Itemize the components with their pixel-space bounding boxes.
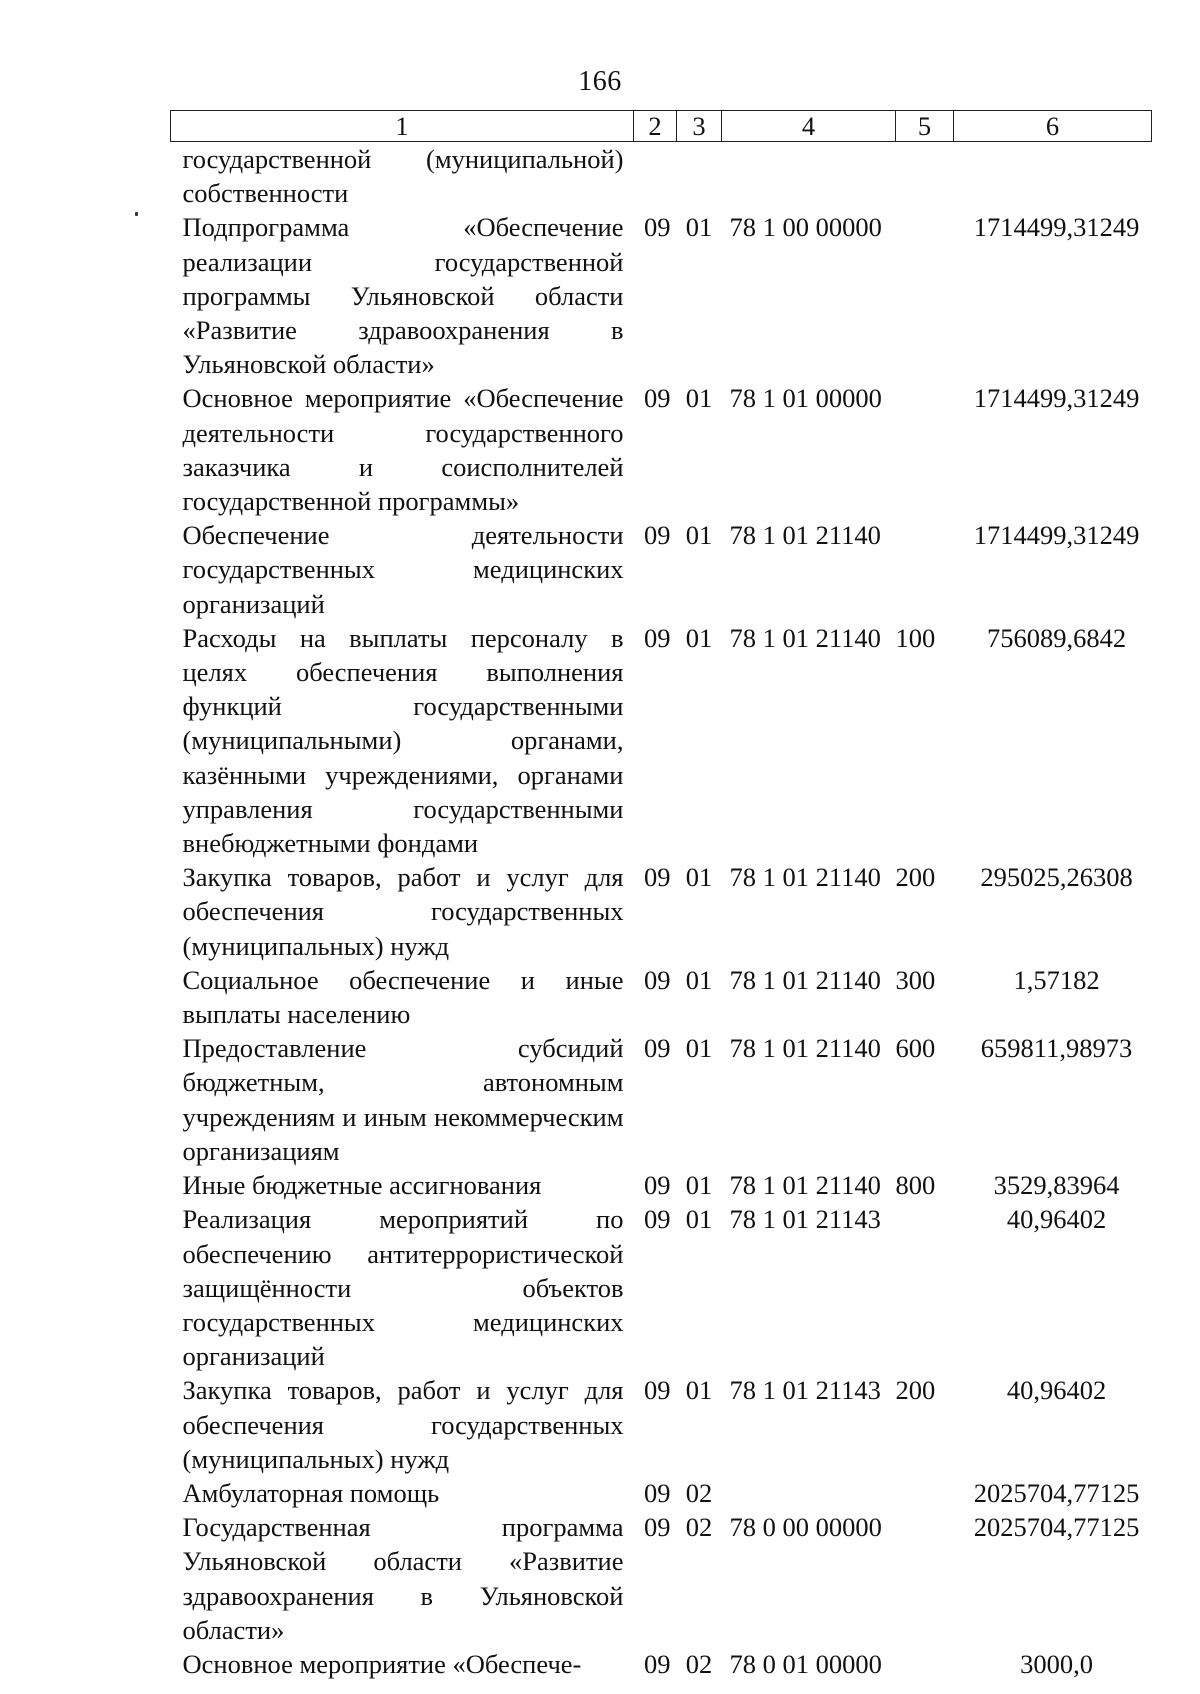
row-name: Иные бюджетные ассигнования [182, 1170, 542, 1201]
row-name: Основное мероприятие «Обеспечение деятельности государственного заказчика и соисполнителей государственной программы» [182, 383, 624, 517]
header-col-4: 4 [722, 111, 896, 142]
row-amount: 2025704,77125 [973, 1512, 1140, 1543]
row-section: 09 [644, 622, 671, 653]
row-expense-type [896, 1202, 954, 1373]
row-subsection: 01 [685, 964, 713, 995]
row-amount: 3000,0 [1020, 1648, 1093, 1679]
row-name: Расходы на выплаты персоналу в целях обеспечения выполнения функций государственными (муниципальными) органами, казёнными учреждениями, органами управления государственными внебюджетными фондами [182, 622, 624, 859]
row-target-article: 78 1 01 21143 [729, 1204, 881, 1235]
row-subsection [677, 142, 722, 211]
row-target-article: 78 0 00 00000 [729, 1512, 882, 1543]
row-name: Государственная программа Ульяновской области «Развитие здравоохранения в Ульяновской области» [182, 1512, 624, 1645]
row-name: Основное мероприятие «Обеспече- [182, 1648, 582, 1679]
row-name: Амбулаторная помощь [182, 1477, 440, 1508]
row-section: 09 [644, 212, 671, 243]
row-expense-type: 200 [895, 1375, 936, 1406]
row-subsection: 01 [685, 1204, 713, 1235]
row-subsection: 01 [685, 520, 713, 551]
row-section [634, 142, 677, 211]
table-row [171, 621, 1152, 860]
header-col-5: 5 [896, 111, 954, 142]
row-name: Подпрограмма «Обеспечение реализации государственной программы Ульяновской области «Развитие здравоохранения в Ульяновской области» [182, 212, 624, 380]
row-amount: 40,96402 [1006, 1204, 1107, 1235]
row-amount: 1714499,31249 [973, 212, 1140, 243]
row-expense-type: 800 [895, 1170, 936, 1201]
row-amount: 295025,26308 [980, 862, 1133, 893]
row-subsection: 01 [685, 1170, 713, 1201]
row-target-article: 78 1 01 21140 [729, 520, 881, 551]
row-name: Закупка товаров, работ и услуг для обеспечения государственных (муниципальных) нужд [182, 1375, 624, 1474]
row-name: Социальное обеспечение и иные выплаты населению [182, 964, 624, 1030]
table-row [171, 381, 1152, 518]
scan-speck [135, 212, 138, 216]
row-section: 09 [644, 1375, 671, 1406]
table-header-row [171, 111, 1152, 142]
row-subsection: 01 [685, 622, 713, 653]
row-subsection: 01 [685, 212, 713, 243]
row-name: Предоставление субсидий бюджетным, автономным учреждениям и иным некоммерческим организациям [182, 1033, 624, 1166]
table-row [171, 1476, 1152, 1510]
row-amount: 756089,6842 [986, 622, 1127, 653]
row-expense-type [896, 381, 954, 518]
table-row [171, 860, 1152, 963]
table-row [171, 963, 1152, 1031]
table-row [171, 210, 1152, 381]
row-subsection: 02 [685, 1648, 713, 1679]
header-col-1: 1 [171, 111, 634, 142]
row-expense-type [896, 142, 954, 211]
page-number: 166 [578, 66, 622, 97]
row-amount: 659811,98973 [980, 1033, 1133, 1064]
header-col-6: 6 [954, 111, 1152, 142]
row-target-article: 78 1 00 00000 [729, 212, 882, 243]
row-expense-type [896, 210, 954, 381]
row-target-article: 78 0 01 00000 [729, 1648, 882, 1679]
row-target-article: 78 1 01 21140 [729, 862, 881, 893]
table-row [171, 142, 1152, 211]
table-row [171, 518, 1152, 621]
row-target-article: 78 1 01 21140 [729, 964, 881, 995]
row-subsection: 01 [685, 1033, 713, 1064]
row-subsection: 01 [685, 1375, 713, 1406]
row-expense-type: 300 [895, 964, 936, 995]
row-target-article [722, 142, 896, 211]
row-section: 09 [644, 1170, 671, 1201]
row-amount: 2025704,77125 [973, 1477, 1140, 1508]
row-name: Обеспечение деятельности государственных медицинских организаций [182, 520, 624, 619]
row-section: 09 [644, 1648, 671, 1679]
row-name: Закупка товаров, работ и услуг для обеспечения государственных (муниципальных) нужд [182, 862, 624, 961]
table-row [171, 1647, 1152, 1681]
row-target-article [722, 1476, 896, 1510]
budget-table [170, 110, 1152, 1681]
row-section: 09 [644, 1204, 671, 1235]
row-section: 09 [644, 1477, 671, 1508]
row-target-article: 78 1 01 21140 [729, 1033, 881, 1064]
row-section: 09 [644, 383, 671, 414]
row-subsection: 02 [685, 1477, 713, 1508]
row-expense-type: 600 [895, 1033, 936, 1064]
row-section: 09 [644, 1512, 671, 1543]
table-row [171, 1510, 1152, 1647]
header-col-3: 3 [677, 111, 722, 142]
row-section: 09 [644, 964, 671, 995]
row-expense-type: 200 [895, 862, 936, 893]
table-row [171, 1202, 1152, 1373]
row-amount [954, 142, 1152, 211]
row-amount: 40,96402 [1006, 1375, 1107, 1406]
row-amount: 3529,83964 [993, 1170, 1120, 1201]
row-target-article: 78 1 01 21143 [729, 1375, 881, 1406]
header-col-2: 2 [634, 111, 677, 142]
row-amount: 1714499,31249 [973, 520, 1140, 551]
row-name: государственной (муниципальной) собственности [182, 144, 624, 209]
row-section: 09 [644, 520, 671, 551]
row-target-article: 78 1 01 00000 [729, 383, 882, 414]
row-subsection: 01 [685, 862, 713, 893]
row-name: Реализация мероприятий по обеспечению антитеррористической защищённости объектов государственных медицинских организаций [182, 1204, 624, 1372]
row-expense-type [896, 1476, 954, 1510]
table-row [171, 1168, 1152, 1202]
row-expense-type [896, 1510, 954, 1647]
row-expense-type: 100 [895, 622, 936, 653]
row-target-article: 78 1 01 21140 [729, 1170, 881, 1201]
row-subsection: 02 [685, 1512, 713, 1543]
row-expense-type [896, 1647, 954, 1681]
table-row [171, 1373, 1152, 1476]
row-section: 09 [644, 1033, 671, 1064]
row-section: 09 [644, 862, 671, 893]
row-amount: 1714499,31249 [973, 383, 1140, 414]
row-subsection: 01 [685, 383, 713, 414]
row-amount: 1,57182 [1013, 964, 1100, 995]
table-row [171, 1031, 1152, 1168]
row-target-article: 78 1 01 21140 [729, 622, 881, 653]
row-expense-type [896, 518, 954, 621]
